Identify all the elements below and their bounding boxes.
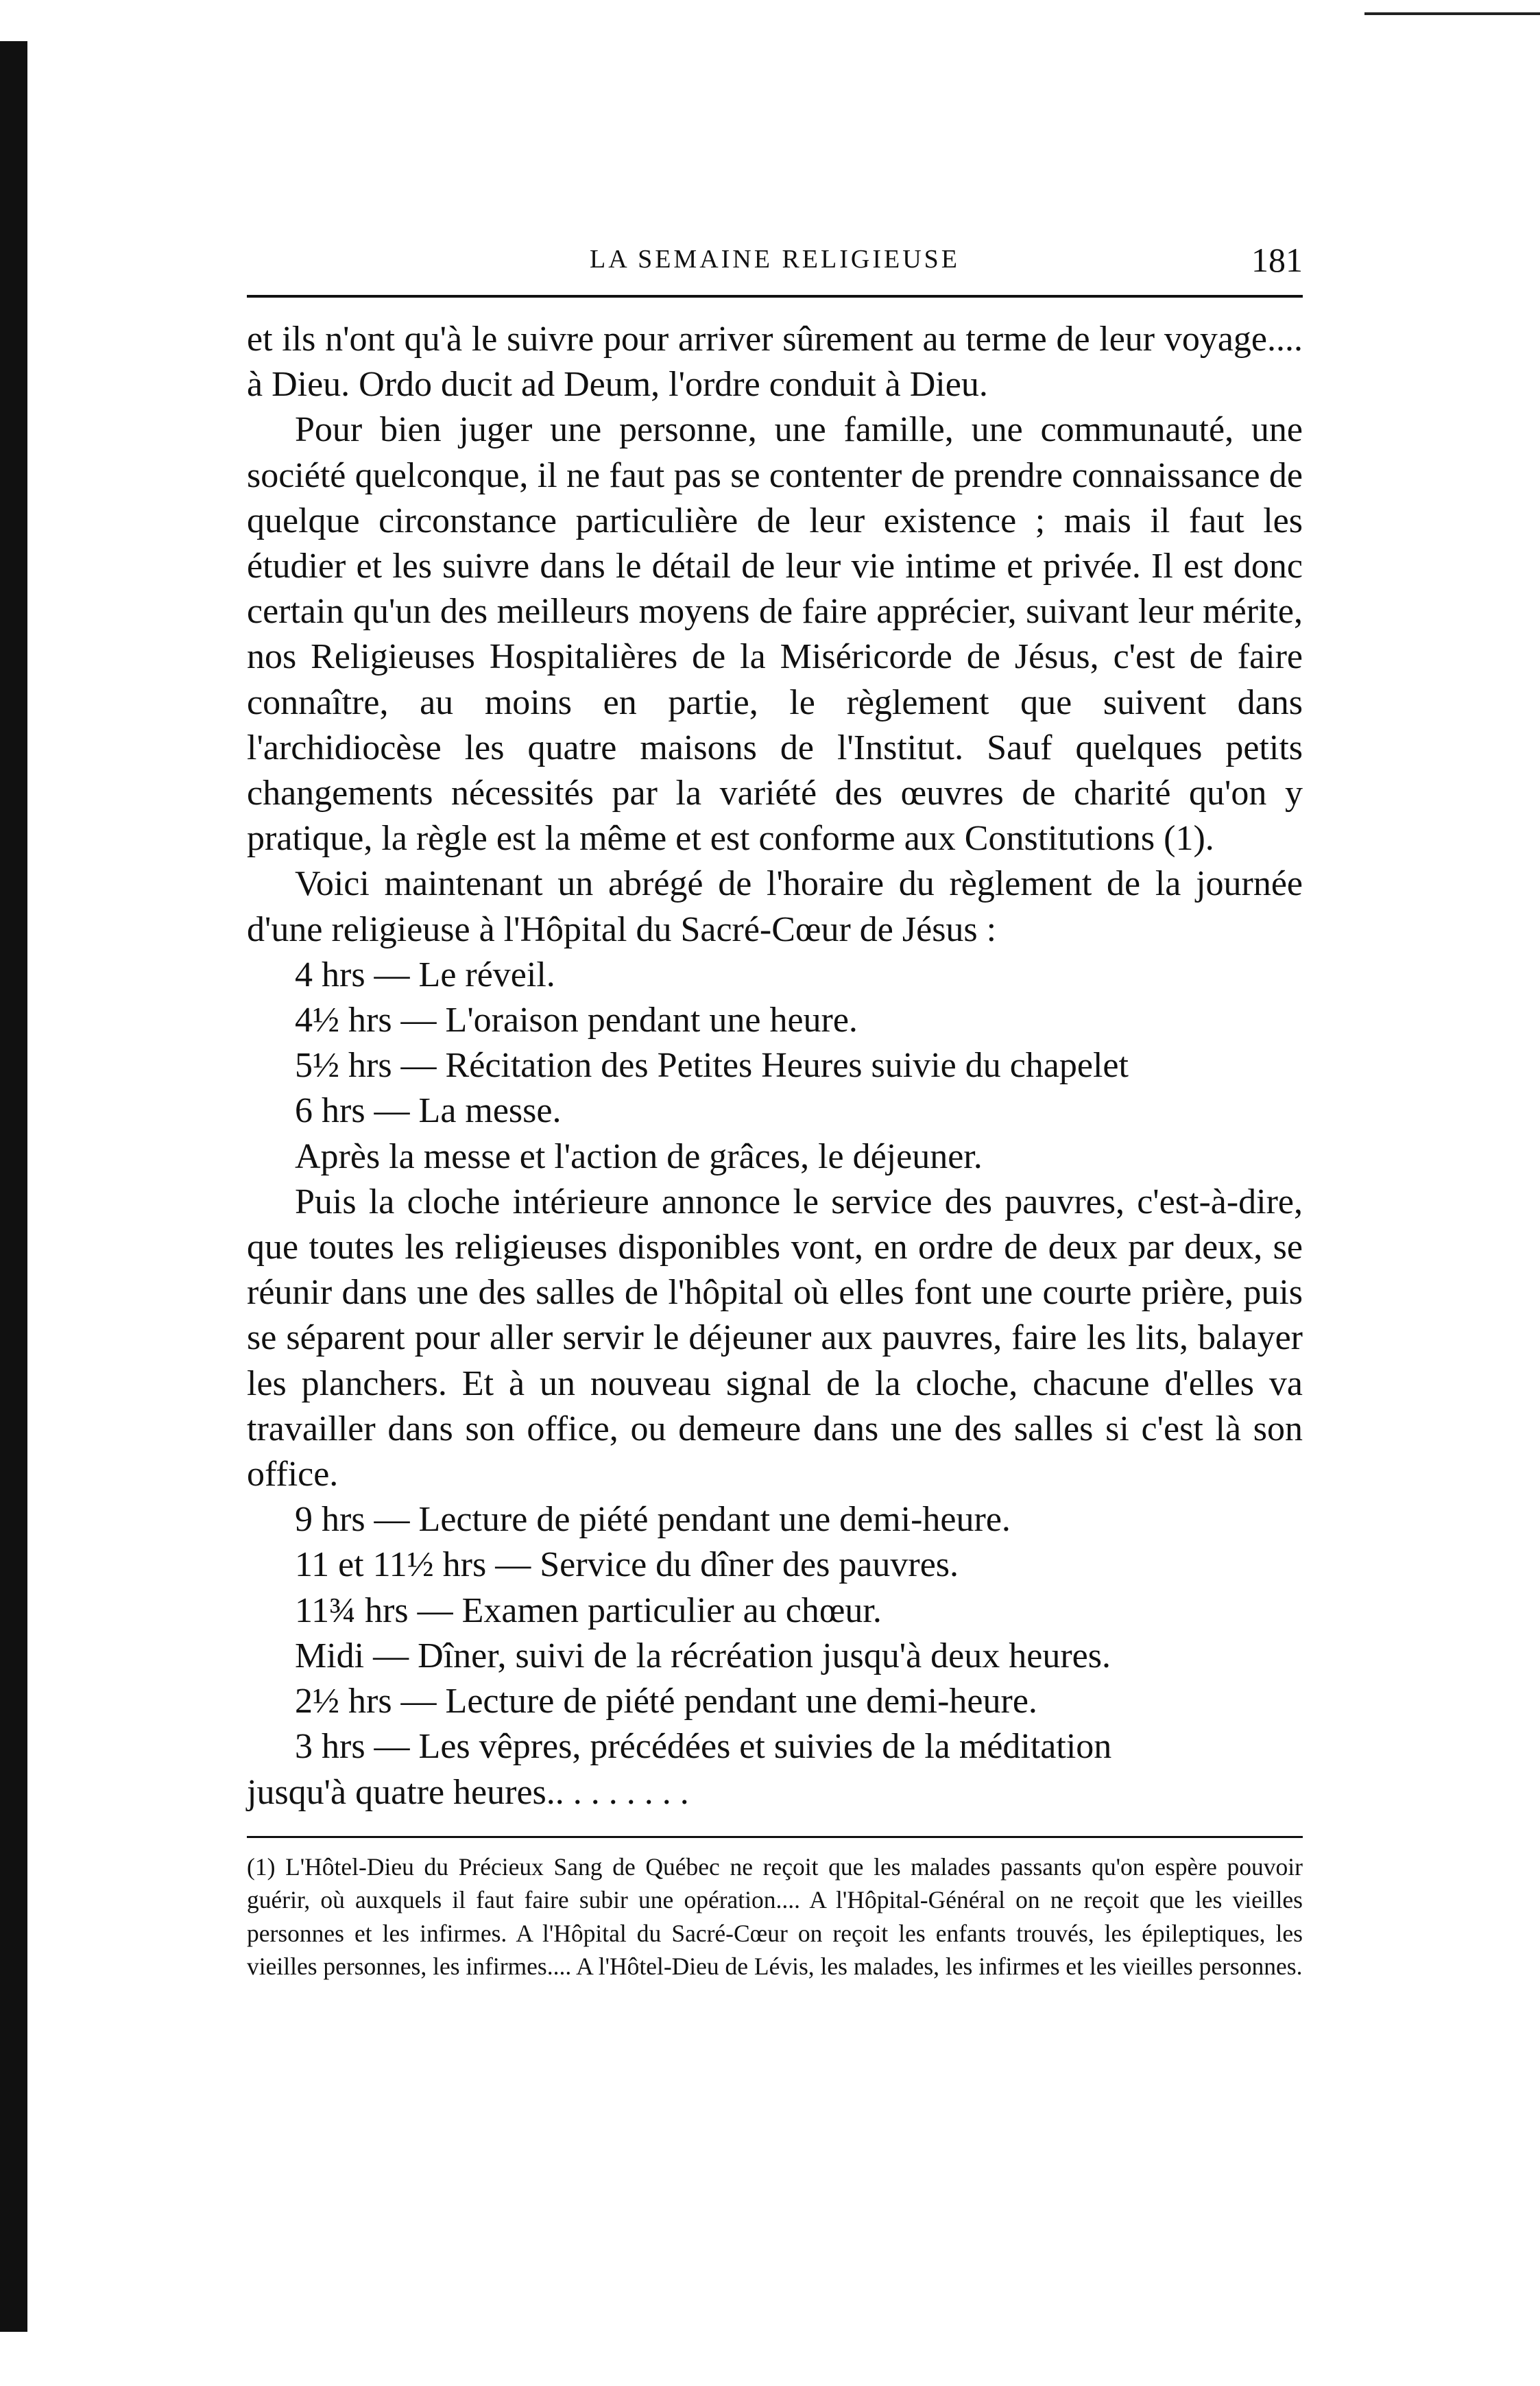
- header-rule: [247, 295, 1303, 298]
- schedule-item-continuation: jusqu'à quatre heures.. . . . . . . .: [247, 1772, 689, 1812]
- book-page: [247, 240, 1303, 1983]
- schedule-item: 3 hrs — Les vêpres, précédées et suivies de la méditation: [295, 1727, 1112, 1767]
- page-header: [247, 240, 1303, 295]
- schedule-item: 11 et 11½ hrs — Service du dîner des pauvres.: [295, 1545, 959, 1585]
- schedule-item: 4½ hrs — L'oraison pendant une heure.: [295, 1001, 858, 1040]
- schedule-item: Midi — Dîner, suivi de la récréation jusqu'à deux heures.: [295, 1636, 1111, 1675]
- paragraph-service: Puis la cloche intérieure annonce le service des pauvres, c'est-à-dire, que toutes les religieuses disponibles vont, en ordre de deux par deux, se réunir dans une des salles de l'hôpital où elles font une courte prière, puis se séparent pour aller servir le déjeuner aux pauvres, faire les lits, balayer les planchers. Et à un nouveau signal de la cloche, chacune d'elles va travailler dans son office, ou demeure dans une des salles si c'est là son office.: [247, 1182, 1303, 1494]
- schedule-item: 11¾ hrs — Examen particulier au chœur.: [295, 1590, 882, 1630]
- page-number: 181: [1251, 241, 1303, 279]
- schedule-item: 4 hrs — Le réveil.: [295, 955, 555, 994]
- scan-edge-bar: [0, 41, 27, 2332]
- schedule-item: 5½ hrs — Récitation des Petites Heures suivie du chapelet: [295, 1046, 1129, 1086]
- paragraph-after-mass: Après la messe et l'action de grâces, le déjeuner.: [295, 1136, 983, 1176]
- running-title: LA SEMAINE RELIGIEUSE: [590, 245, 960, 274]
- paragraph-intro: Pour bien juger une personne, une famille, une communauté, une société quelconque, il ne faut pas se contenter de prendre connaissance de quelque circonstance particulière de leur existence ; mais il faut les étudier et les suivre dans le détail de leur vie intime et privée. Il est donc certain qu'un des meilleurs moyens de faire apprécier, suivant leur mérite, nos Religieuses Hospitalières de la Miséricorde de Jésus, c'est de faire connaître, au moins en partie, le règlement que suivent dans l'archidiocèse les quatre maisons de l'Institut. Sauf quelques petits changements nécessités par la variété des œuvres de charité qu'on y pratique, la règle est la même et est conforme aux Constitutions (1).: [247, 410, 1303, 859]
- footnotes: [247, 1850, 1303, 1983]
- schedule-item: 2½ hrs — Lecture de piété pendant une demi-heure.: [295, 1682, 1037, 1721]
- paragraph-schedule-intro: Voici maintenant un abrégé de l'horaire du règlement de la journée d'une religieuse à l'Hôpital du Sacré-Cœur de Jésus :: [247, 864, 1303, 949]
- footnote-rule: [247, 1836, 1303, 1838]
- schedule-item: 6 hrs — La messe.: [295, 1091, 562, 1131]
- schedule-item: 9 hrs — Lecture de piété pendant une demi-heure.: [295, 1500, 1011, 1540]
- scan-top-rule: [1364, 12, 1540, 15]
- main-text: [247, 317, 1303, 1815]
- footnote-1: (1) L'Hôtel-Dieu du Précieux Sang de Québec ne reçoit que les malades passants qu'on espère pouvoir guérir, où auxquels il faut faire subir une opération.... A l'Hôpital-Général on ne reçoit que les vieilles personnes et les infirmes. A l'Hôpital du Sacré-Cœur on reçoit les enfants trouvés, les épileptiques, les vieilles personnes, les infirmes.... A l'Hôtel-Dieu de Lévis, les malades, les infirmes et les vieilles personnes.: [247, 1852, 1303, 1981]
- paragraph-continuation: et ils n'ont qu'à le suivre pour arriver sûrement au terme de leur voyage.... à Dieu. Ordo ducit ad Deum, l'ordre conduit à Dieu.: [247, 320, 1303, 405]
